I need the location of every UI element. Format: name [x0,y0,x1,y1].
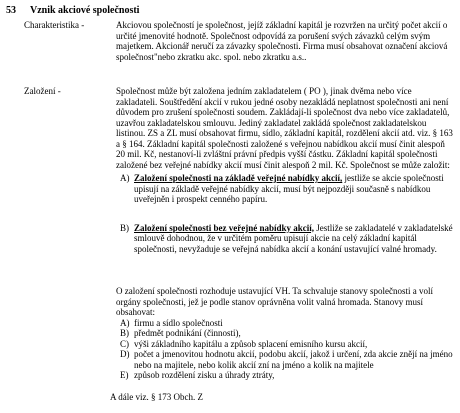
decision-block [116,286,454,381]
item-marker: B) [120,328,129,338]
item-marker: E) [120,370,129,380]
decision-footer: A dále viz. § 173 Obch. Z [110,392,203,402]
statutes-list [120,318,454,381]
item-text: výši základního kapitálu a způsob splacení emisního kursu akcií, [134,338,368,349]
statute-item [120,318,454,329]
item-text: firmu a sídlo společnosti [134,317,223,328]
option-text: Jestliže se zakladatelé v zakladatelské smlouvě dohodnou, že v určitém poměru upisují akcie na celý základní kapitál společnosti, nevyžaduje se veřejná nabídka akcií a konání ustavující valné hromady. [134,222,453,254]
option-title: Založení společnosti bez veřejné nabídky akcií, [134,222,314,233]
founding-block [116,86,454,254]
founding-option-a [120,173,454,205]
founding-options [120,173,454,254]
founding-option-b [120,223,454,255]
characteristic-label: Charakteristika - [24,20,85,30]
statute-item [120,349,454,370]
decision-intro: O založení společnosti rozhoduje ustavující VH. Ta schvaluje stanovy společnosti a volí orgány společnosti, jež je podle stanov oprávněna volit valná hromada. Stanovy musí obsahovat: [116,286,433,317]
item-text: způsob rozdělení zisku a úhrady ztráty, [134,370,275,380]
statute-item [120,339,454,350]
section-heading [6,6,139,17]
statute-item [120,328,454,339]
option-title: Založení společnosti na základě veřejné nabídky akcií, [134,173,343,183]
section-title: Vznik akciové společnosti [30,5,140,16]
section-number: 53 [6,5,16,16]
founding-label: Založení - [24,86,61,96]
option-text: jestliže se akcie společnosti upisují na základě veřejné nabídky akcií, musí být nejpozději současně s nabídkou uveřejněn i prospekt cenného papíru. [134,173,444,204]
statute-item [120,370,454,381]
option-marker: B) [120,222,129,233]
characteristic-text: Akciovou společností je společnost, jejíž základní kapitál je rozvržen na určitý počet akcií o určité jmenovité hodnotě. Společnost odpovídá za porušení svých závazků celým svým majetkem. Akcionář neručí za závazky společnosti. Firma musí obsahovat označení akciová společnost"nebo zkratku akc. spol. nebo zkratku a.s.. [116,20,448,62]
option-marker: A) [120,173,130,183]
item-text: předmět podnikání (činnosti), [134,328,241,338]
item-marker: A) [120,317,130,328]
founding-intro: Společnost může být založena jedním zakladatelem ( PO ), jinak dvěma nebo více zakladateli. Souštředění akcií v rukou jedné osoby nezakládá neplatnost společnosti ani není důvodem pro zrušení společnosti soudem. Zakládají-li společnost dva nebo více zakladatelů, uzavřou zakladatelskou smlouvu. Jediný zakladatel zakládá společnost zakladatelskou listinou. ZS a ZL musí obsahovat firmu, sídlo, základní kapitál, rozdělení akcií atd. viz. § 163 a § 164. Základní kapitál společnosti založené s veřejnou nabídkou akcií musí činit alespoň 20 mil. Kč, nestanoví-li zvláštní právní předpis vyšší částku. Základní kapitál společnosti založené bez veřejné nabídky akcií musí činit alespoň 2 mil. Kč. Společnost se může založit: [116,86,453,170]
characteristic-block [116,20,454,62]
item-text: počet a jmenovitou hodnotu akcií, podobu akcií, jakož i určení, zda akcie znějí na jméno nebo na majitele, nebo kolik akcií zní na jméno a kolik na majitele [134,349,453,370]
item-marker: C) [120,338,129,349]
item-marker: D) [120,349,130,359]
